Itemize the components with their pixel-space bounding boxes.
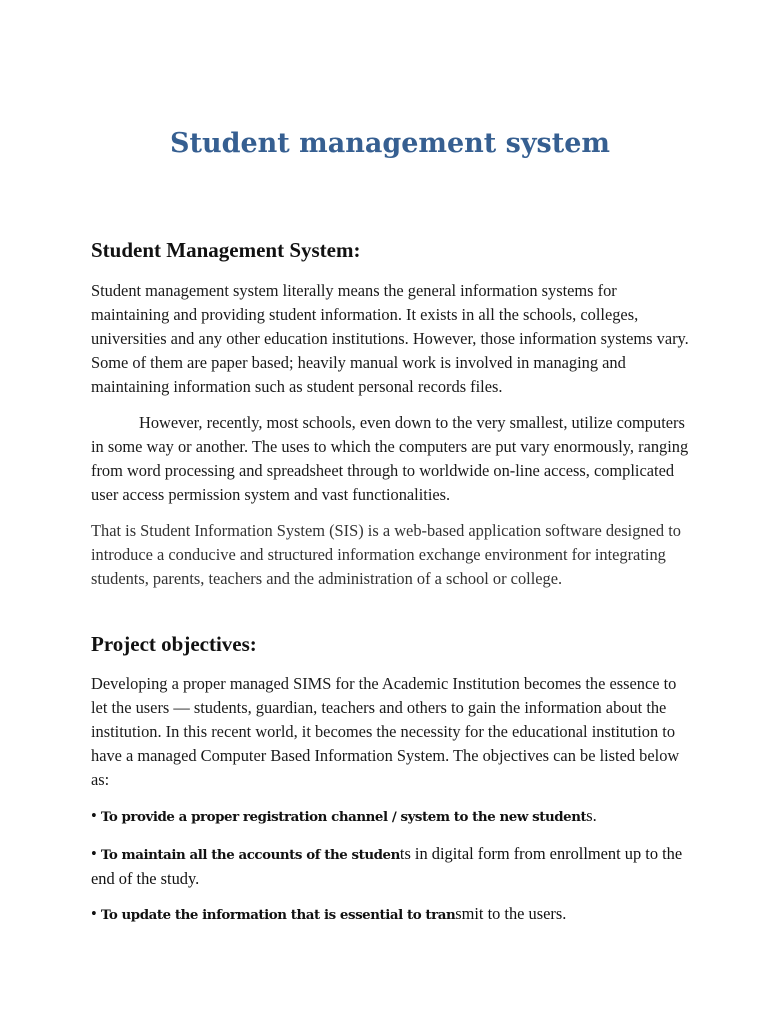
section-heading-objectives: Project objectives: <box>91 632 257 656</box>
bullet-bold-text: To provide a proper registration channel / system to the new student <box>100 809 587 825</box>
objective-bullet-accounts <box>91 842 691 891</box>
bullet-marker: • <box>91 904 101 923</box>
document-title: Student management system <box>170 128 610 159</box>
paragraph-sis: That is Student Information System (SIS) is a web-based application software designed to introduce a conducive and structured information exchange environment for integrating students, parents, teachers and the administration of a school or college. <box>91 521 681 588</box>
paragraph-computers-usage <box>91 411 691 507</box>
bullet-bold-text: To update the information that is essential to tran <box>100 907 456 923</box>
bullet-bold-text: To maintain all the accounts of the studen <box>100 847 400 863</box>
bullet-rest-text: ts in digital form from enrollment up to the end of the study. <box>91 844 683 888</box>
bullet-marker: • <box>91 844 101 863</box>
section-heading-sms: Student Management System: <box>91 238 361 262</box>
bullet-rest-text: s. <box>586 806 597 825</box>
paragraph-computers-usage-text: However, recently, most schools, even down to the very smallest, utilize computers in some way or another. The uses to which the computers are put vary enormously, ranging from word processing and spreadsheet through to worldwide on-line access, complicated user access permission system and vast functionalities. <box>91 413 689 504</box>
bullet-marker: • <box>91 806 101 825</box>
paragraph-definition: Student management system literally means the general information systems for maintaining and providing student information. It exists in all the schools, colleges, universities and any other education institutions. However, those information systems vary. Some of them are paper based; heavily manual work is involved in managing and maintaining information such as student personal records files. <box>91 281 689 396</box>
paragraph-objectives-intro: Developing a proper managed SIMS for the Academic Institution becomes the essence to let the users — students, guardian, teachers and others to gain the information about the institution. In this recent world, it becomes the necessity for the educational institution to have a managed Computer Based Information System. The objectives can be listed below as: <box>91 674 680 789</box>
objective-bullet-registration <box>91 804 691 829</box>
bullet-rest-text: smit to the users. <box>455 904 567 923</box>
objective-bullet-update <box>91 902 691 927</box>
